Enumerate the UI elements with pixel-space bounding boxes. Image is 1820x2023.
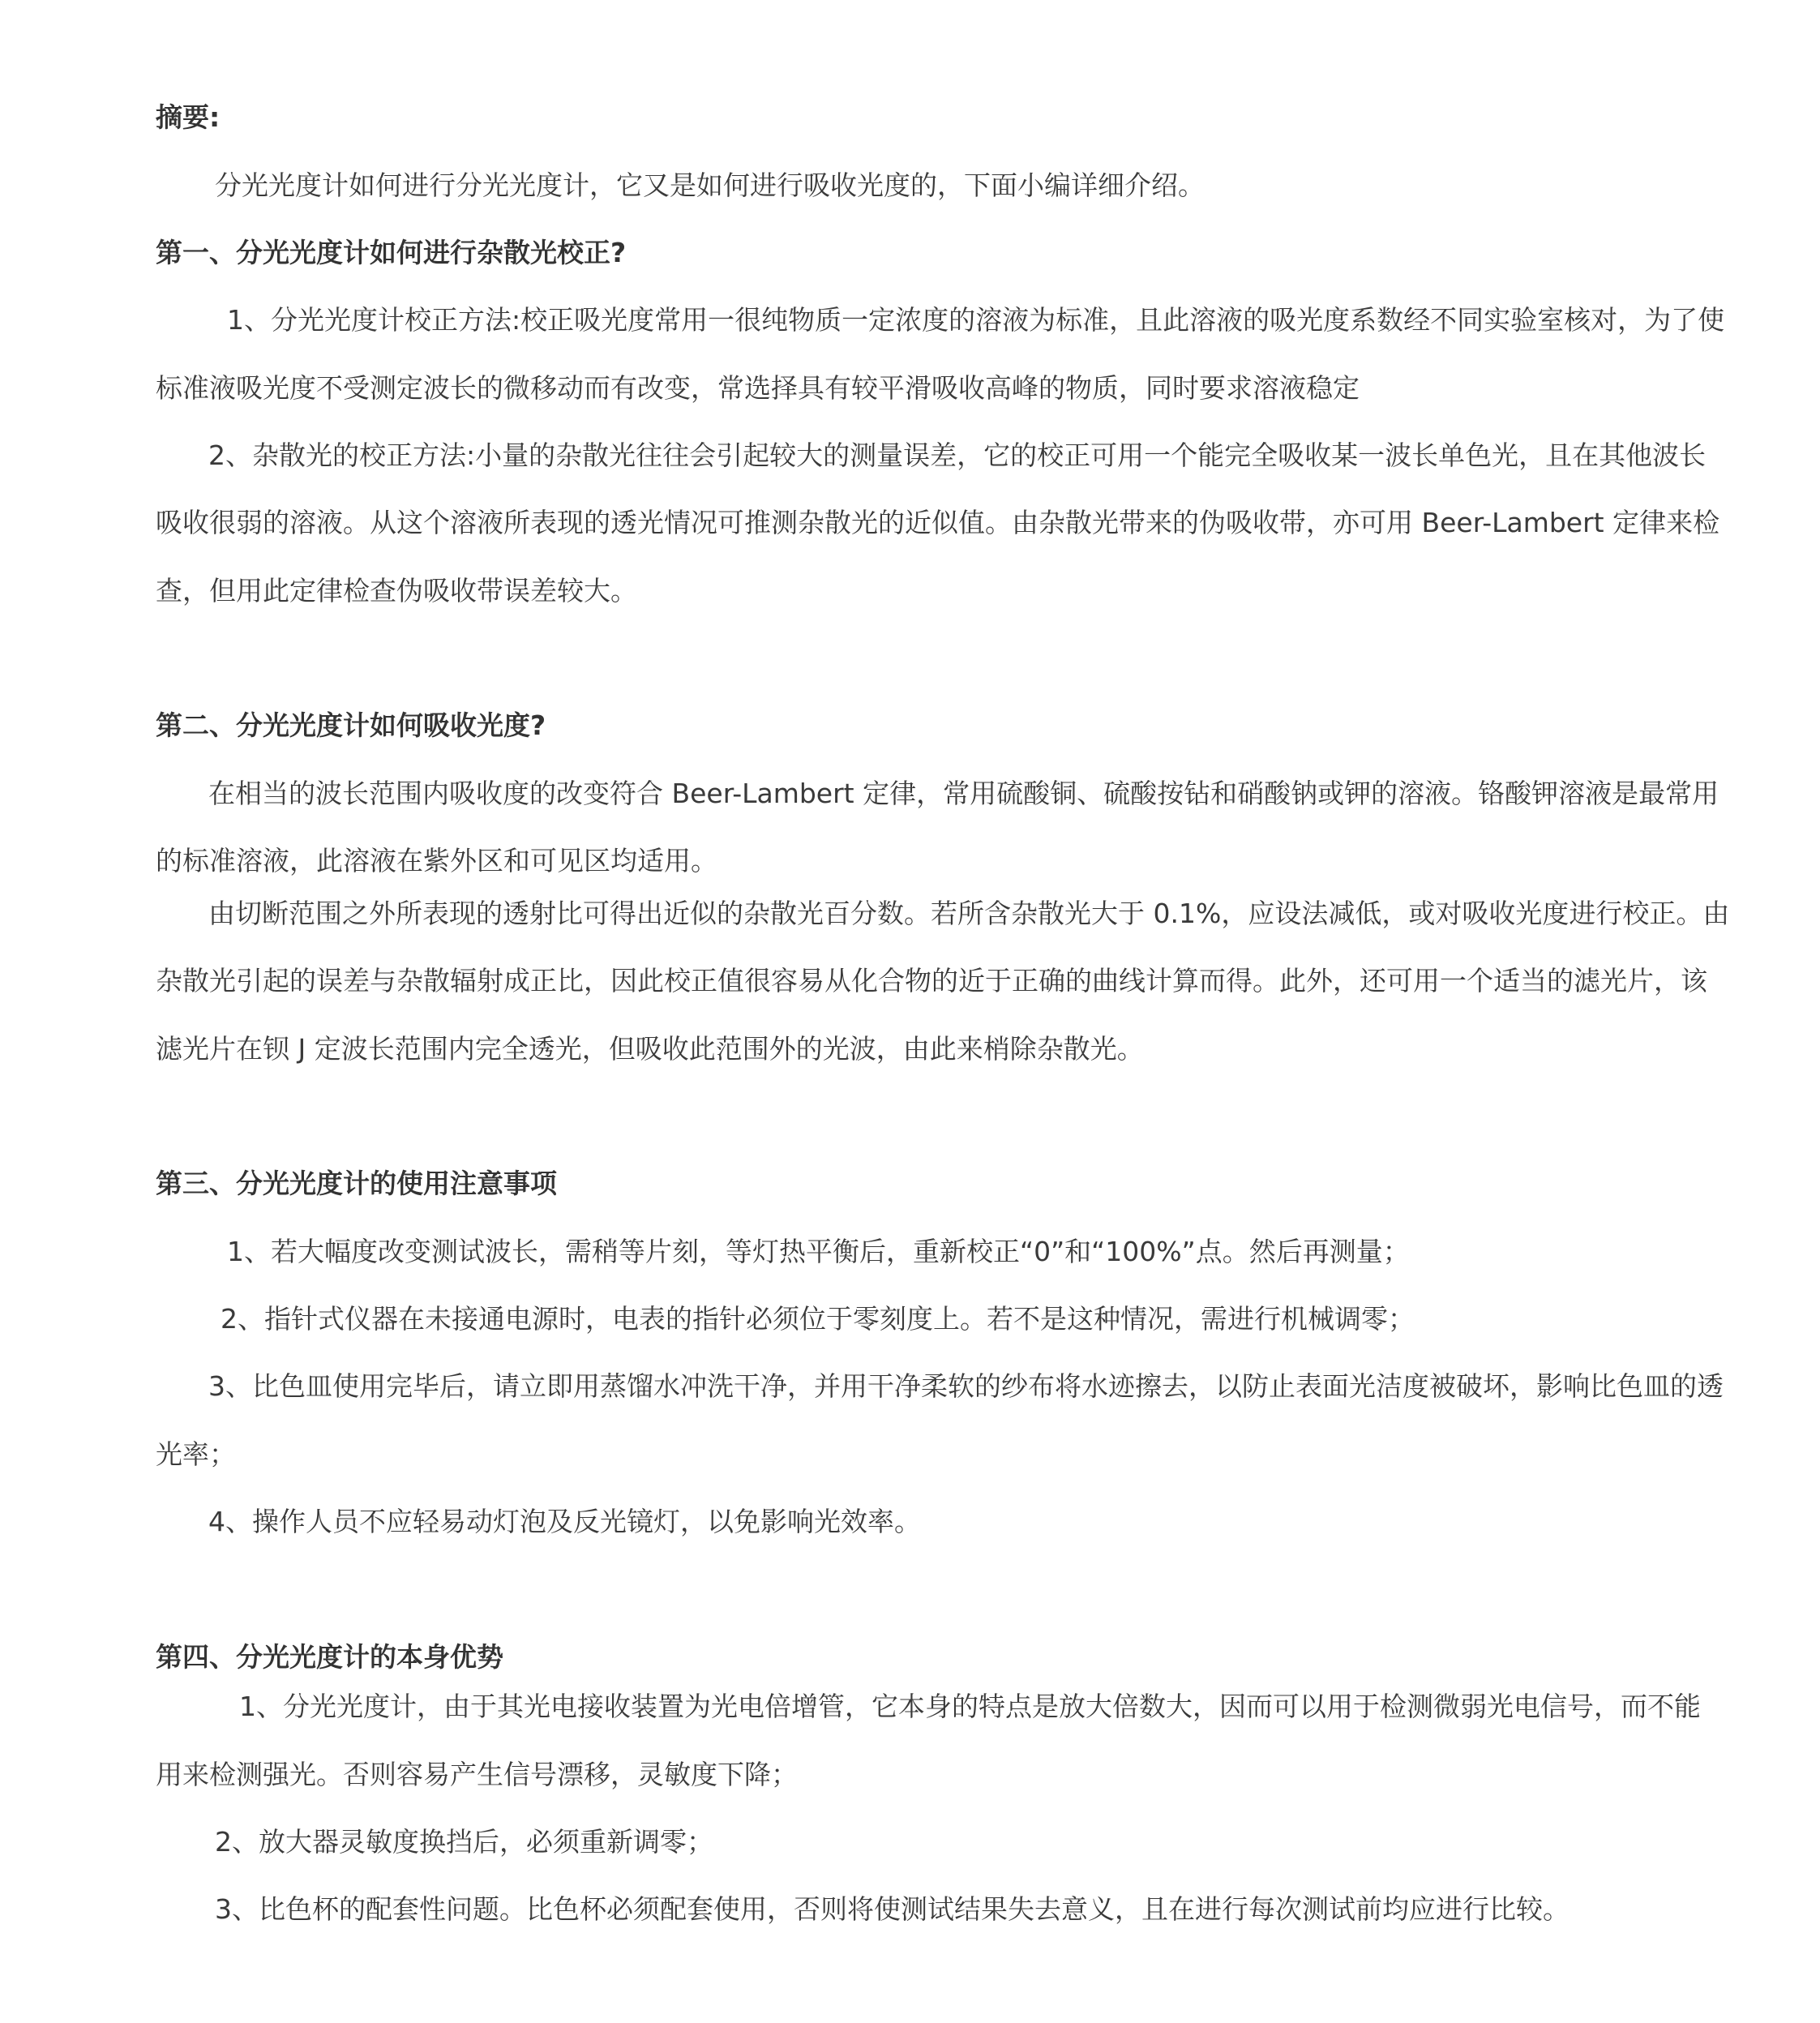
section4-heading: 第四、分光光度计的本身优势 [156, 1641, 503, 1673]
section2-paragraph1-line1: 在相当的波长范围内吸收度的改变符合 Beer-Lambert 定律，常用硫酸铜、硫酸按钻和硝酸钠或钾的溶液。铬酸钾溶液是最常用 [208, 778, 1719, 809]
section3-item3-line1: 3、比色皿使用完毕后，请立即用蒸馏水冲洗干净，并用干净柔软的纱布将水迹擦去，以防止表面光洁度被破坏，影响比色皿的透 [208, 1370, 1724, 1402]
section1-paragraph2-line3: 查，但用此定律检查伪吸收带误差较大。 [156, 575, 637, 606]
section1-paragraph2-line1: 2、杂散光的校正方法:小量的杂散光往往会引起较大的测量误差，它的校正可用一个能完全吸收某一波长单色光，且在其他波长 [208, 439, 1707, 471]
section1-paragraph1-line1: 1、分光光度计校正方法:校正吸光度常用一很纯物质一定浓度的溶液为标准，且此溶液的吸光度系数经不同实验室核对，为了使 [227, 304, 1725, 336]
section3-heading: 第三、分光光度计的使用注意事项 [156, 1168, 557, 1199]
section2-paragraph1-line2: 的标准溶液，此溶液在紫外区和可见区均适用。 [156, 845, 717, 876]
section1-paragraph1-line2: 标准液吸光度不受测定波长的微移动而有改变，常选择具有较平滑吸收高峰的物质，同时要求溶液稳定 [156, 372, 1360, 404]
section4-item3: 3、比色杯的配套性问题。比色杯必须配套使用，否则将使测试结果失去意义，且在进行每次测试前均应进行比较。 [215, 1893, 1569, 1925]
section4-item1-line2: 用来检测强光。否则容易产生信号漂移，灵敏度下降； [156, 1759, 798, 1790]
section1-heading: 第一、分光光度计如何进行杂散光校正? [156, 237, 627, 268]
section3-item3-line2: 光率； [156, 1438, 236, 1470]
section2-paragraph2-line2: 杂散光引起的误差与杂散辐射成正比，因此校正值很容易从化合物的近于正确的曲线计算而得。此外，还可用一个适当的滤光片，该 [156, 965, 1707, 996]
section2-paragraph2-line3: 滤光片在钡 J 定波长范围内完全透光，但吸收此范围外的光波，由此来梢除杂散光。 [156, 1033, 1144, 1065]
section3-item2: 2、指针式仪器在未接通电源时，电表的指针必须位于零刻度上。若不是这种情况，需进行机械调零； [221, 1303, 1415, 1335]
section2-paragraph2-line1: 由切断范围之外所表现的透射比可得出近似的杂散光百分数。若所含杂散光大于 0.1%，应设法减低，或对吸收光度进行校正。由 [208, 898, 1730, 929]
summary-heading: 摘要: [156, 101, 221, 133]
section4-item1-line1: 1、分光光度计，由于其光电接收装置为光电倍增管，它本身的特点是放大倍数大，因而可以用于检测微弱光电信号，而不能 [239, 1691, 1701, 1722]
section3-item4: 4、操作人员不应轻易动灯泡及反光镜灯，以免影响光效率。 [208, 1506, 921, 1537]
section4-item2: 2、放大器灵敏度换挡后，必须重新调零； [215, 1826, 713, 1858]
section3-item1: 1、若大幅度改变测试波长，需稍等片刻，等灯热平衡后，重新校正“0”和“100%”点。然后再测量； [227, 1236, 1410, 1267]
summary-text: 分光光度计如何进行分光光度计，它又是如何进行吸收光度的，下面小编详细介绍。 [215, 169, 1205, 201]
section2-heading: 第二、分光光度计如何吸收光度? [156, 709, 546, 741]
section1-paragraph2-line2: 吸收很弱的溶液。从这个溶液所表现的透光情况可推测杂散光的近似值。由杂散光带来的伪吸收带，亦可用 Beer-Lambert 定律来检 [156, 507, 1720, 538]
